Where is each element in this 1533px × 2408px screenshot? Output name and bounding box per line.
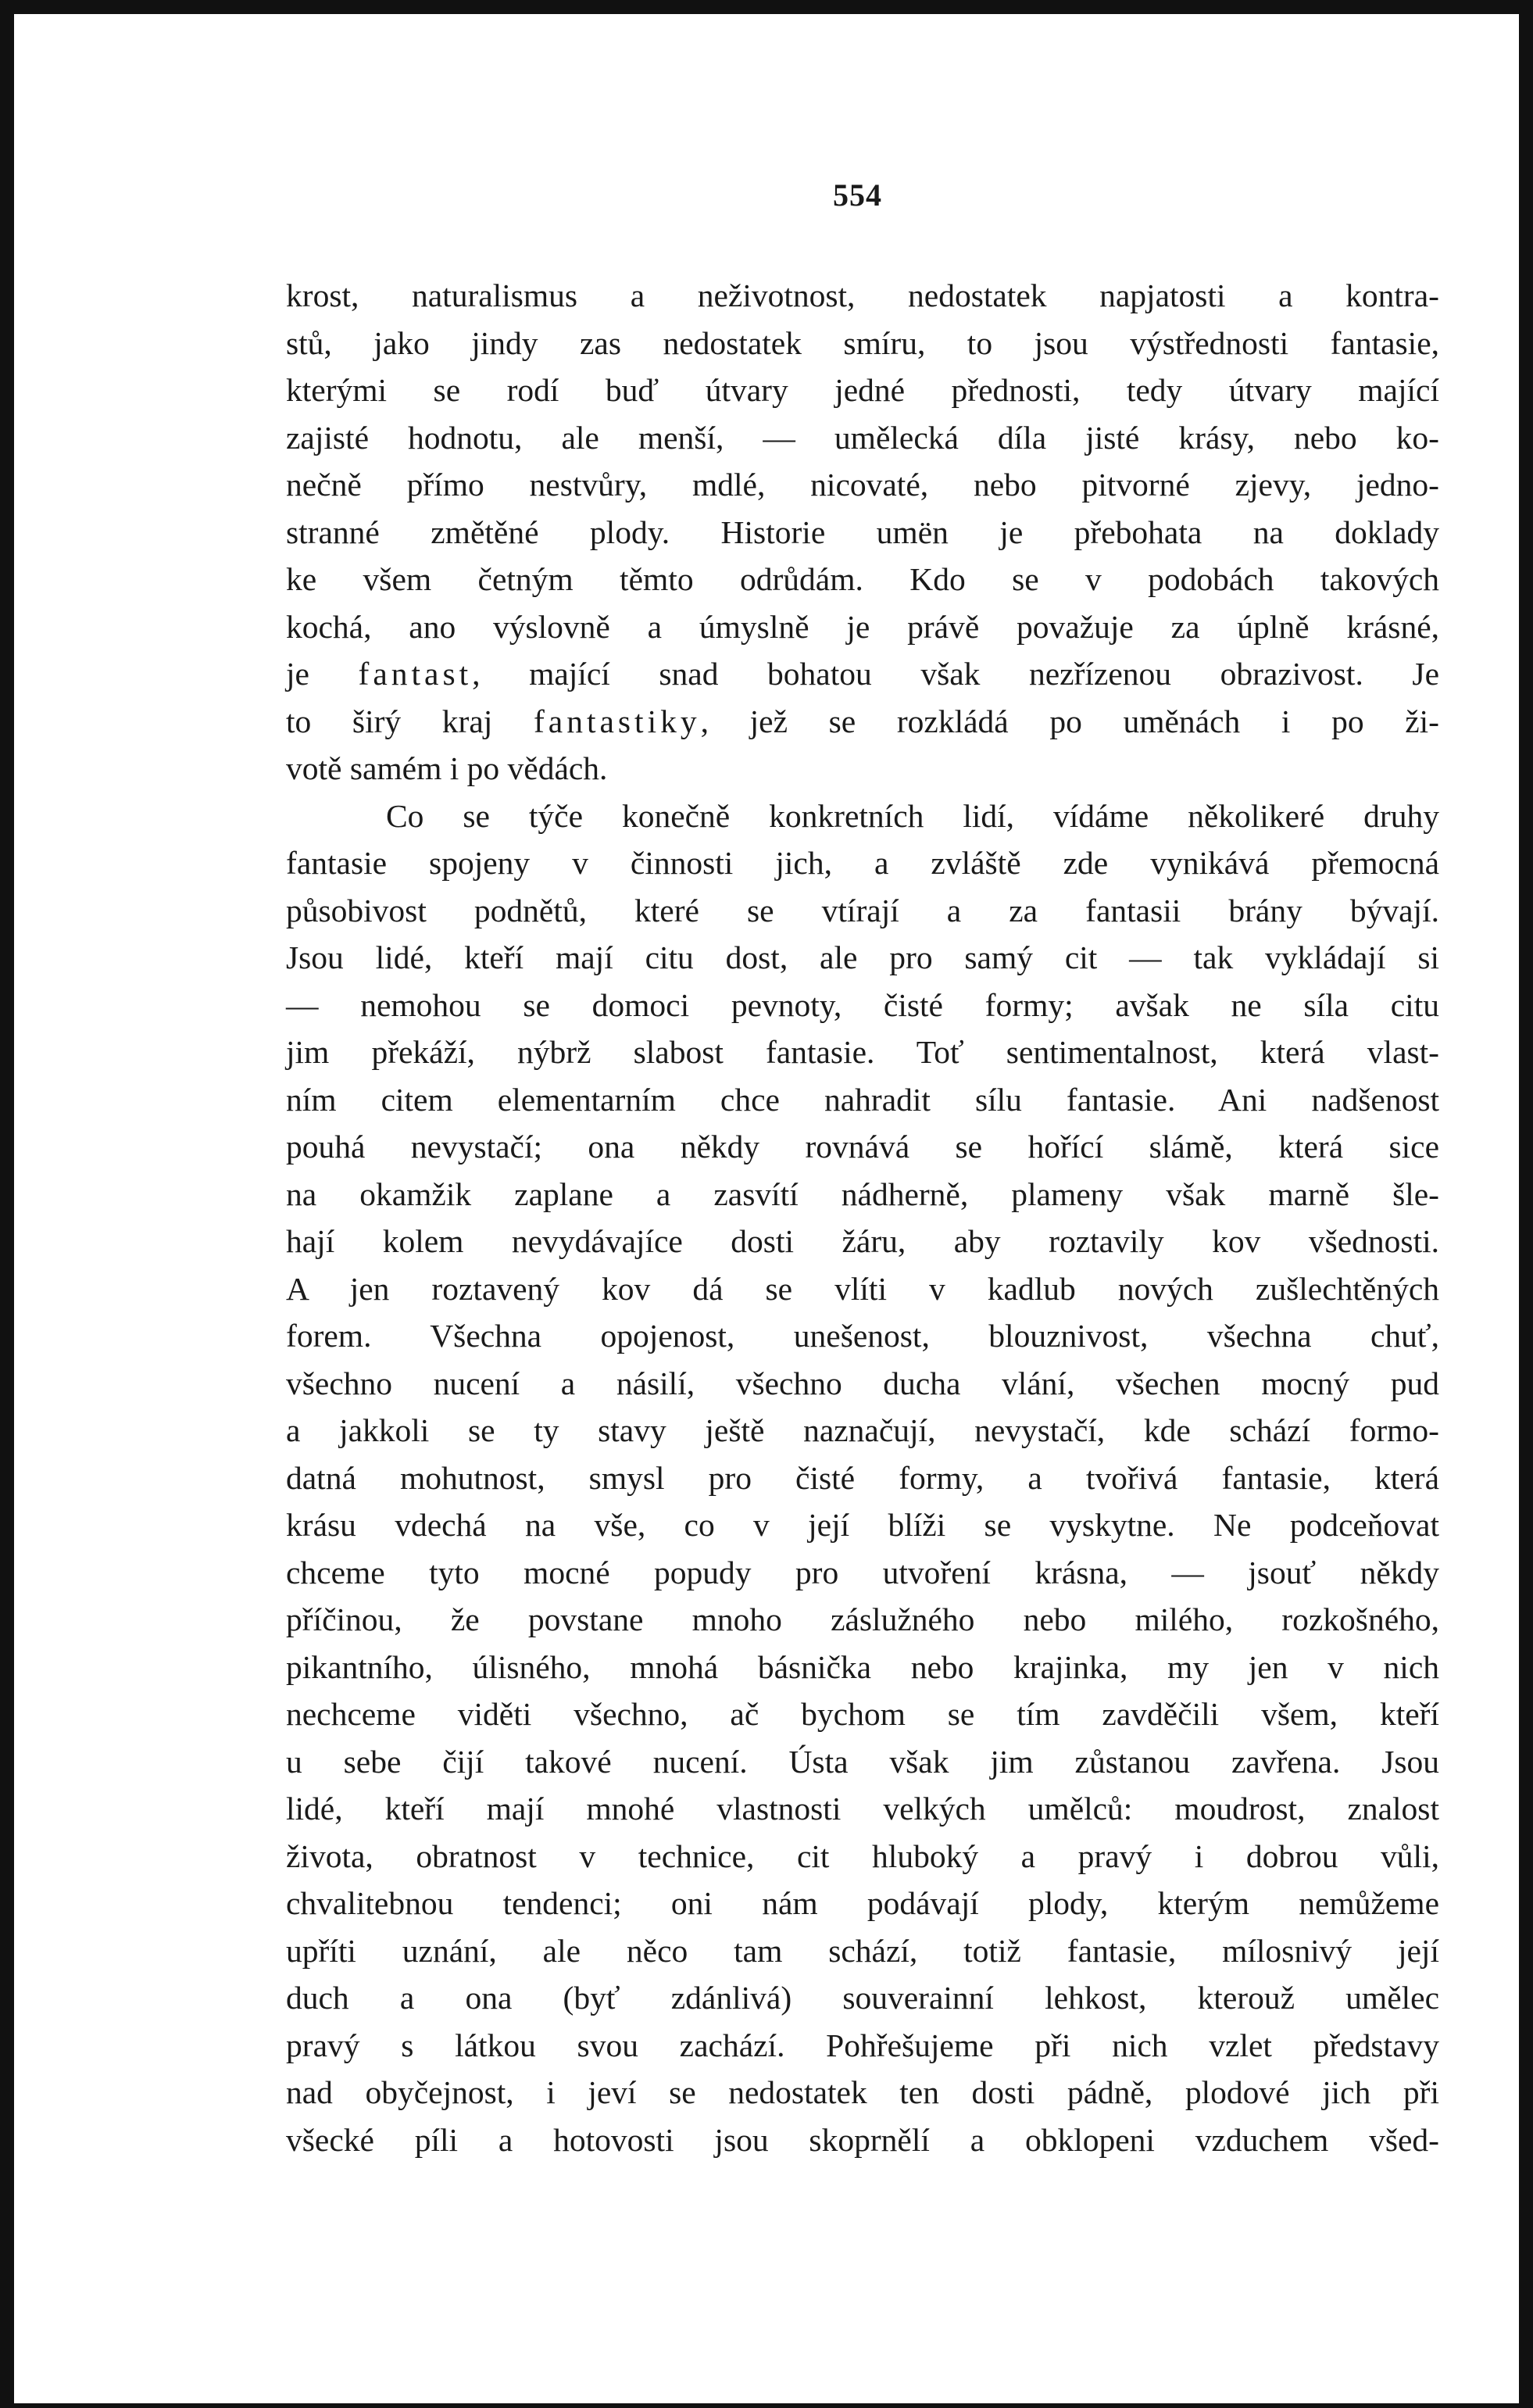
text-line: pravý s látkou svou zachází. Pohřešujeme při nich vzlet představy bbox=[286, 2027, 1439, 2063]
text-line: života, obratnost v technice, cit hluboký a pravý i dobrou vůli, bbox=[286, 1837, 1439, 1874]
line-text: , mající snad bohatou však nezřízenou obrazivost. Je bbox=[472, 656, 1439, 692]
text-line: datná mohutnost, smysl pro čisté formy, a tvořivá fantasie, která bbox=[286, 1459, 1439, 1496]
text-line: příčinou, že povstane mnoho záslužného nebo milého, rozkošného, bbox=[286, 1601, 1439, 1637]
text-line: fantasie spojeny v činnosti jich, a zvláště zde vynikává přemocná bbox=[286, 845, 1439, 881]
text-line: nechceme viděti všechno, ač bychom se tím zavděčili všem, kteří bbox=[286, 1696, 1439, 1732]
text-line: zajisté hodnotu, ale menší, — umělecká díla jisté krásy, nebo ko- bbox=[286, 419, 1439, 456]
body-text bbox=[286, 272, 1439, 2163]
text-line: nečně přímo nestvůry, mdlé, nicovaté, nebo pitvorné zjevy, jedno- bbox=[286, 467, 1439, 503]
line-text: to širý kraj bbox=[286, 703, 534, 739]
text-line: stranné změtěné plody. Historie umën je přebohata na doklady bbox=[286, 513, 1439, 550]
text-line: u sebe čijí takové nucení. Ústa však jim zůstanou zavřena. Jsou bbox=[286, 1743, 1439, 1780]
text-line: duch a ona (byť zdánlivá) souverainní lehkost, kterouž umělec bbox=[286, 1980, 1439, 2016]
text-line: krost, naturalismus a neživotnost, nedostatek napjatosti a kontra- bbox=[286, 277, 1439, 313]
text-line: kochá, ano výslovně a úmyslně je právě považuje za úplně krásné, bbox=[286, 608, 1439, 645]
text-line bbox=[286, 698, 1439, 746]
text-line: působivost podnětů, které se vtírají a za fantasii brány bývají. bbox=[286, 892, 1439, 928]
text-line: — nemohou se domoci pevnoty, čisté formy; avšak ne síla citu bbox=[286, 986, 1439, 1023]
text-line: ním citem elementarním chce nahradit sílu fantasie. Ani nadšenost bbox=[286, 1081, 1439, 1118]
text-line: všechno nucení a násilí, všechno ducha vlání, všechen mocný pud bbox=[286, 1365, 1439, 1401]
text-line: stů, jako jindy zas nedostatek smíru, to jsou výstřednosti fantasie, bbox=[286, 324, 1439, 361]
text-line: A jen roztavený kov dá se vlíti v kadlub nových zušlechtěných bbox=[286, 1270, 1439, 1307]
text-line: a jakkoli se ty stavy ještě naznačují, nevystačí, kde schází formo- bbox=[286, 1412, 1439, 1448]
text-line: jim překáží, nýbrž slabost fantasie. Toť sentimentalnost, která vlast- bbox=[286, 1034, 1439, 1070]
text-line: lidé, kteří mají mnohé vlastnosti velkých umělců: moudrost, znalost bbox=[286, 1791, 1439, 1827]
text-line: upříti uznání, ale něco tam schází, totiž fantasie, mílosnivý její bbox=[286, 1932, 1439, 1969]
text-line: Co se týče konečně konkretních lidí, vídáme několikeré druhy bbox=[386, 797, 1439, 834]
text-line: všecké píli a hotovosti jsou skoprnělí a obklopeni vzduchem všed- bbox=[286, 2121, 1439, 2158]
text-line: hají kolem nevydávajíce dosti žáru, aby roztavily kov všednosti. bbox=[286, 1223, 1439, 1259]
text-line: Jsou lidé, kteří mají citu dost, ale pro samý cit — tak vykládají si bbox=[286, 939, 1439, 975]
emphasized-term: fantast bbox=[358, 656, 473, 692]
text-line: chvalitebnou tendenci; oni nám podávají plody, kterým nemůžeme bbox=[286, 1885, 1439, 1921]
page-number: 554 bbox=[833, 177, 882, 213]
text-line: nad obyčejnost, i jeví se nedostatek ten dosti pádně, plodové jich při bbox=[286, 2074, 1439, 2110]
emphasized-term: fantastiky bbox=[533, 703, 701, 739]
text-line bbox=[286, 650, 1439, 698]
text-line: forem. Všechna opojenost, unešenost, blouznivost, všechna chuť, bbox=[286, 1318, 1439, 1354]
text-line: ke všem četným těmto odrůdám. Kdo se v podobách takových bbox=[286, 561, 1439, 597]
text-line: votě samém i po vědách. bbox=[286, 750, 608, 786]
text-line: pikantního, úlisného, mnohá básnička nebo krajinka, my jen v nich bbox=[286, 1648, 1439, 1685]
text-line: kterými se rodí buď útvary jedné přednosti, tedy útvary mající bbox=[286, 372, 1439, 408]
text-line: na okamžik zaplane a zasvítí nádherně, plameny však marně šle- bbox=[286, 1175, 1439, 1212]
paragraph-2 bbox=[286, 793, 1439, 2164]
line-text: , jež se rozkládá po uměnách i po ži- bbox=[700, 703, 1439, 739]
line-text: je bbox=[286, 656, 359, 692]
text-line: pouhá nevystačí; ona někdy rovnává se hořící slámě, která sice bbox=[286, 1129, 1439, 1165]
text-line: chceme tyto mocné popudy pro utvoření krásna, — jsouť někdy bbox=[286, 1554, 1439, 1590]
paragraph-1 bbox=[286, 272, 1439, 793]
text-line: krásu vdechá na vše, co v její blíži se vyskytne. Ne podceňovat bbox=[286, 1507, 1439, 1543]
